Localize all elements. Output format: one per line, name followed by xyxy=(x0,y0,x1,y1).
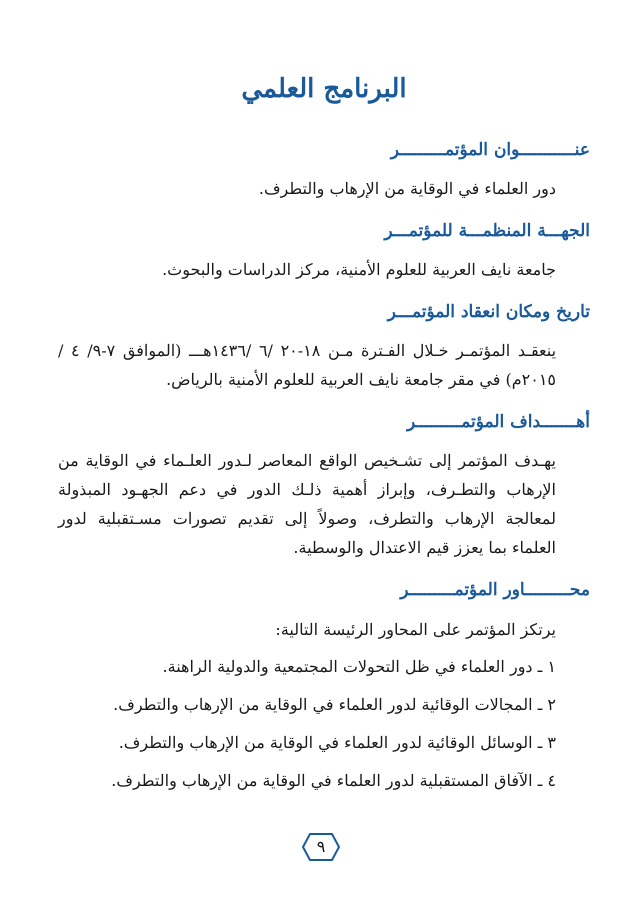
list-item: ١ ـ دور العلماء في ظل التحولات المجتمعية والدولية الراهنة. xyxy=(162,657,556,676)
section-heading-date-venue: تاريخ ومكان انعقاد المؤتمـــر xyxy=(387,302,590,322)
page-title: البرنامج العلمي xyxy=(241,74,407,104)
section-heading-themes: محـــــــــاور المؤتمـــــــــر xyxy=(400,580,590,600)
page-number-badge xyxy=(301,832,341,862)
section-heading-organizer: الجهـــة المنظمـــة للمؤتمـــر xyxy=(384,221,590,241)
page-number: ٩ xyxy=(316,837,326,856)
section-body-objectives: يهـدف المؤتمر إلى تشـخيص الواقع المعاصر لـدور العلـماء في الوقاية من الإرهاب والتطـرف، وإبراز أهمية ذلـك الدور في دعم الجهـود المبذولة لمعالجة الإرهاب والتطرف، وصولاً إلى تقديم تصورات مسـتقبلية لدور العلماء بما يعزز قيم الاعتدال والوسطية. xyxy=(58,451,556,557)
themes-list xyxy=(58,651,590,797)
themes-intro: يرتكز المؤتمر على المحاور الرئيسة التالية: xyxy=(275,620,556,639)
section-themes xyxy=(58,576,590,797)
document-page xyxy=(58,60,590,803)
section-date-venue xyxy=(58,298,590,394)
list-item: ٣ ـ الوسائل الوقائية لدور العلماء في الوقاية من الإرهاب والتطرف. xyxy=(118,733,556,752)
section-organizer xyxy=(58,217,590,284)
list-item: ٤ ـ الآفاق المستقبلية لدور العلماء في الوقاية من الإرهاب والتطرف. xyxy=(111,771,556,790)
section-title xyxy=(58,136,590,203)
section-objectives xyxy=(58,408,590,562)
section-heading-title: عنـــــــــــوان المؤتمـــــــــر xyxy=(390,140,590,160)
list-item: ٢ ـ المجالات الوقائية لدور العلماء في الوقاية من الإرهاب والتطرف. xyxy=(113,695,556,714)
section-body-date-venue: ينعقـد المؤتمـر خـلال الفـترة مـن ١٨-٢٠ /٦ /١٤٣٦هـــ (الموافق ٧-٩/ ٤ /٢٠١٥م) في مقر جامعة نايف العربية للعلوم الأمنية بالرياض. xyxy=(58,341,557,389)
section-body-organizer: جامعة نايف العربية للعلوم الأمنية، مركز الدراسات والبحوث. xyxy=(162,260,556,279)
section-body-title: دور العلماء في الوقاية من الإرهاب والتطرف. xyxy=(258,179,556,198)
section-heading-objectives: أهـــــــداف المؤتمـــــــــر xyxy=(406,412,590,432)
